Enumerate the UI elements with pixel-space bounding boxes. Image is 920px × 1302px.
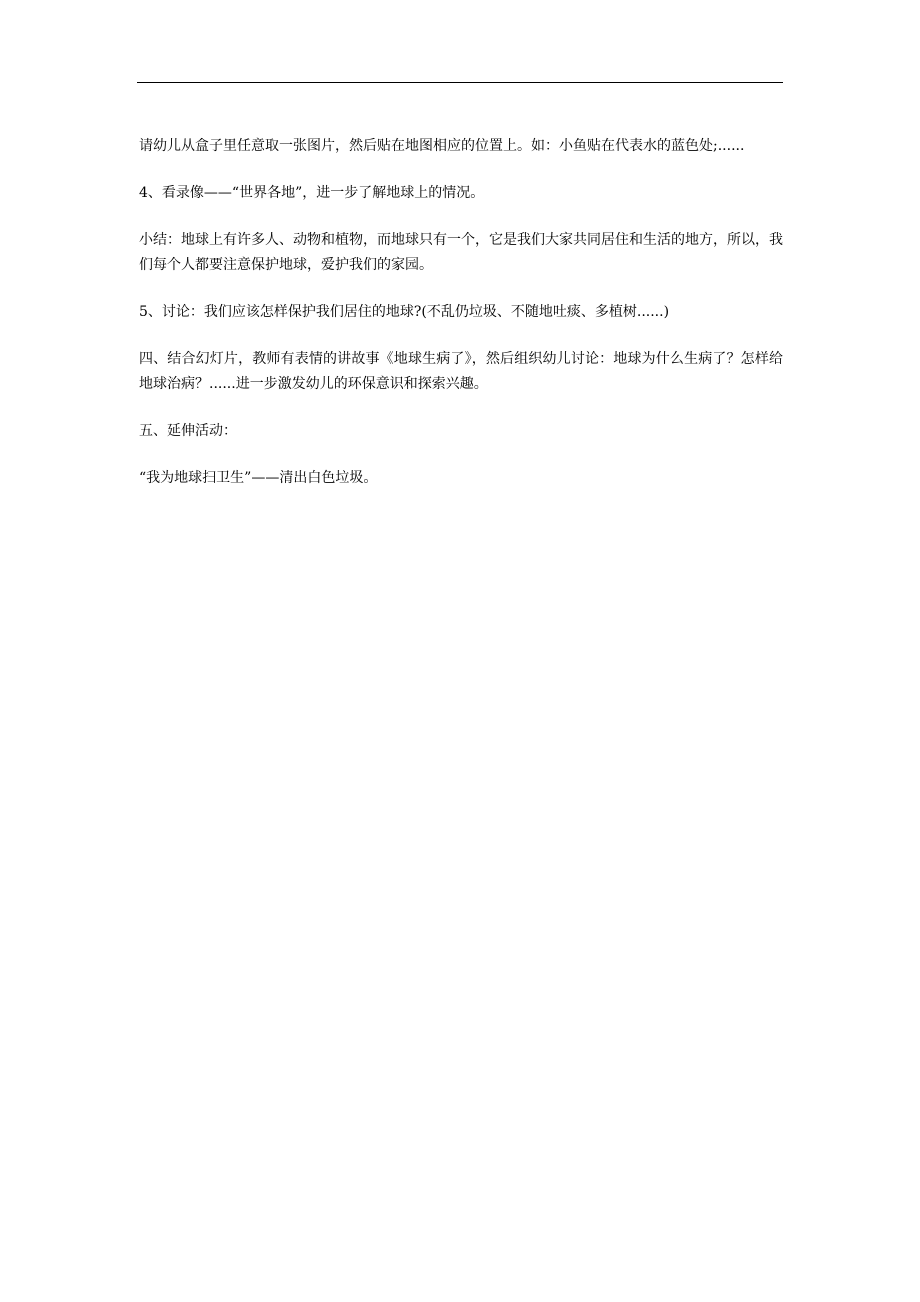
paragraph-extension-activity: “我为地球扫卫生”——清出白色垃圾。 xyxy=(139,470,378,486)
paragraph-step-4: 4、看录像——“世界各地”，进一步了解地球上的情况。 xyxy=(139,185,485,201)
paragraph-activity-instruction: 请幼儿从盒子里任意取一张图片，然后贴在地图相应的位置上。如：小鱼贴在代表水的蓝色处;...... xyxy=(139,138,745,154)
document-body xyxy=(139,134,783,513)
paragraph-section-5-heading: 五、延伸活动： xyxy=(139,423,237,439)
paragraph-step-5: 5、讨论：我们应该怎样保护我们居住的地球?(不乱仍垃圾、不随地吐痰、多植树......) xyxy=(139,304,670,320)
header-rule xyxy=(137,82,783,83)
paragraph-section-4: 四、结合幻灯片，教师有表情的讲故事《地球生病了》，然后组织幼儿讨论：地球为什么生病了？怎样给地球治病？......进一步激发幼儿的环保意识和探索兴趣。 xyxy=(139,351,783,392)
paragraph-summary: 小结：地球上有许多人、动物和植物，而地球只有一个，它是我们大家共同居住和生活的地方，所以，我们每个人都要注意保护地球，爱护我们的家园。 xyxy=(139,232,783,273)
